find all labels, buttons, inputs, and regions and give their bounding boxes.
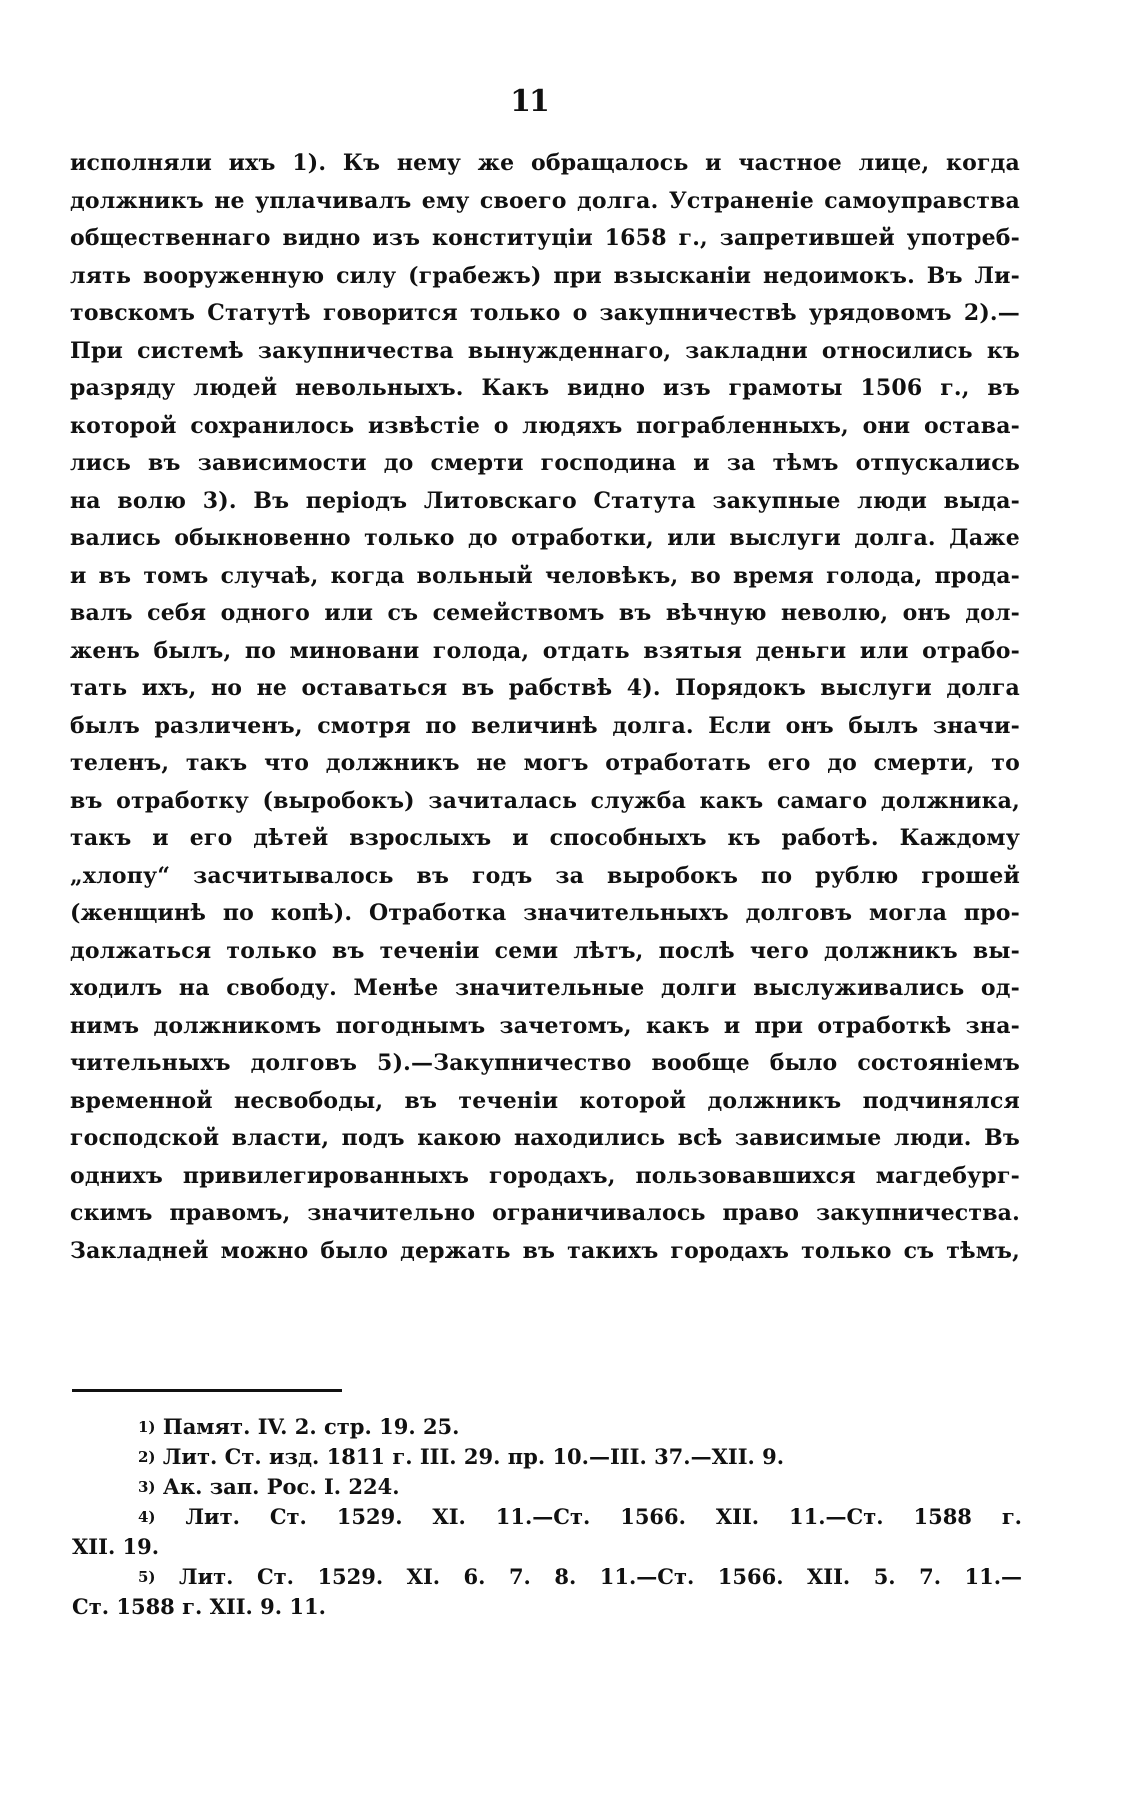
text-line: (женщинѣ по копѣ). Отработка значительныхъ долговъ могла про- [70,900,1020,926]
text-line: При системѣ закупничества вынужденнаго, закладни относились къ [70,337,1020,364]
text-line: общественнаго видно изъ конституціи 1658 г., запретившей употреб- [70,225,1020,251]
text-line: которой сохранилось извѣстіе о людяхъ пограбленныхъ, они остава- [70,412,1020,439]
text-line: нимъ должникомъ погоднымъ зачетомъ, какъ и при отработкѣ зна- [70,1012,1020,1039]
text-line: въ отработку (выробокъ) зачиталась служба какъ самаго должника, [70,787,1020,814]
text-line: скимъ правомъ, значительно ограничивалось право закупничества. [70,1200,1020,1226]
footnote-4-continued [72,1532,1022,1562]
footnotes [72,1412,1022,1622]
text-line: разряду людей невольныхъ. Какъ видно изъ грамоты 1506 г., въ [70,375,1020,401]
footnote-1 [72,1412,1022,1442]
footnote-4 [72,1502,1022,1532]
text-line: на волю 3). Въ періодъ Литовскаго Статута закупные люди выда- [70,487,1020,514]
footnote-text: Лит. Ст. 1529. XI. 11.—Ст. 1566. XII. 11.—Ст. 1588 г. [185,1504,1022,1529]
text-line: товскомъ Статутѣ говорится только о закупничествѣ урядовомъ 2).— [70,300,1020,326]
footnote-marker: 3) [138,1478,156,1496]
text-line: исполняли ихъ 1). Къ нему же обращалось и частное лице, когда [70,150,1020,176]
footnote-text: Лит. Ст. 1529. XI. 6. 7. 8. 11.—Ст. 1566. XII. 5. 7. 11.— [179,1564,1022,1589]
footnote-3 [72,1472,1022,1502]
footnote-2 [72,1442,1022,1472]
footnote-marker: 1) [138,1418,156,1436]
text-line: ходилъ на свободу. Менѣе значительные долги выслуживались од- [70,975,1020,1001]
text-line: временной несвободы, въ теченіи которой должникъ подчинялся [70,1087,1020,1114]
footnote-divider [72,1389,342,1392]
text-line: такъ и его дѣтей взрослыхъ и способныхъ къ работѣ. Каждому [70,825,1020,851]
text-line: лять вооруженную силу (грабежъ) при взысканіи недоимокъ. Въ Ли- [70,262,1020,289]
footnote-text: Ак. зап. Рос. I. 224. [162,1474,400,1499]
text-line: должникъ не уплачивалъ ему своего долга. Устраненіе самоуправства [70,187,1020,214]
footnote-marker: 5) [138,1568,156,1586]
text-line: вались обыкновенно только до отработки, или выслуги долга. Даже [70,525,1020,551]
text-line: должаться только въ теченіи семи лѣтъ, послѣ чего должникъ вы- [70,937,1020,964]
text-line: однихъ привилегированныхъ городахъ, пользовавшихся магдебург- [70,1162,1020,1189]
footnote-text: XII. 19. [72,1534,160,1559]
text-line: Закладней можно было держать въ такихъ городахъ только съ тѣмъ, [70,1237,1020,1264]
text-line: „хлопу“ засчитывалось въ годъ за выробокъ по рублю грошей [70,862,1020,889]
footnote-text: Лит. Ст. изд. 1811 г. III. 29. пр. 10.—III. 37.—XII. 9. [162,1444,785,1469]
footnote-text: Памят. IV. 2. стр. 19. 25. [162,1414,460,1439]
text-line: тать ихъ, но не оставаться въ рабствѣ 4). Порядокъ выслуги долга [70,675,1020,701]
text-line: женъ былъ, по миновани голода, отдать взятыя деньги или отрабо- [70,637,1020,664]
text-line: чительныхъ долговъ 5).—Закупничество вообще было состояніемъ [70,1050,1020,1076]
body-text [70,145,1020,1270]
text-line: былъ различенъ, смотря по величинѣ долга. Если онъ былъ значи- [70,712,1020,739]
footnote-marker: 4) [138,1508,156,1526]
footnote-5 [72,1562,1022,1592]
footnote-marker: 2) [138,1448,156,1466]
footnote-5-continued [72,1592,1022,1622]
page-number: 11 [510,84,548,119]
text-line: лись въ зависимости до смерти господина и за тѣмъ отпускались [70,450,1020,476]
text-line: теленъ, такъ что должникъ не могъ отработать его до смерти, то [70,750,1020,776]
text-line: валъ себя одного или съ семействомъ въ вѣчную неволю, онъ дол- [70,600,1020,626]
text-line: и въ томъ случаѣ, когда вольный человѣкъ, во время голода, прода- [70,562,1020,589]
text-line: господской власти, подъ какою находились всѣ зависимые люди. Въ [70,1125,1020,1151]
footnote-text: Ст. 1588 г. XII. 9. 11. [72,1594,326,1619]
